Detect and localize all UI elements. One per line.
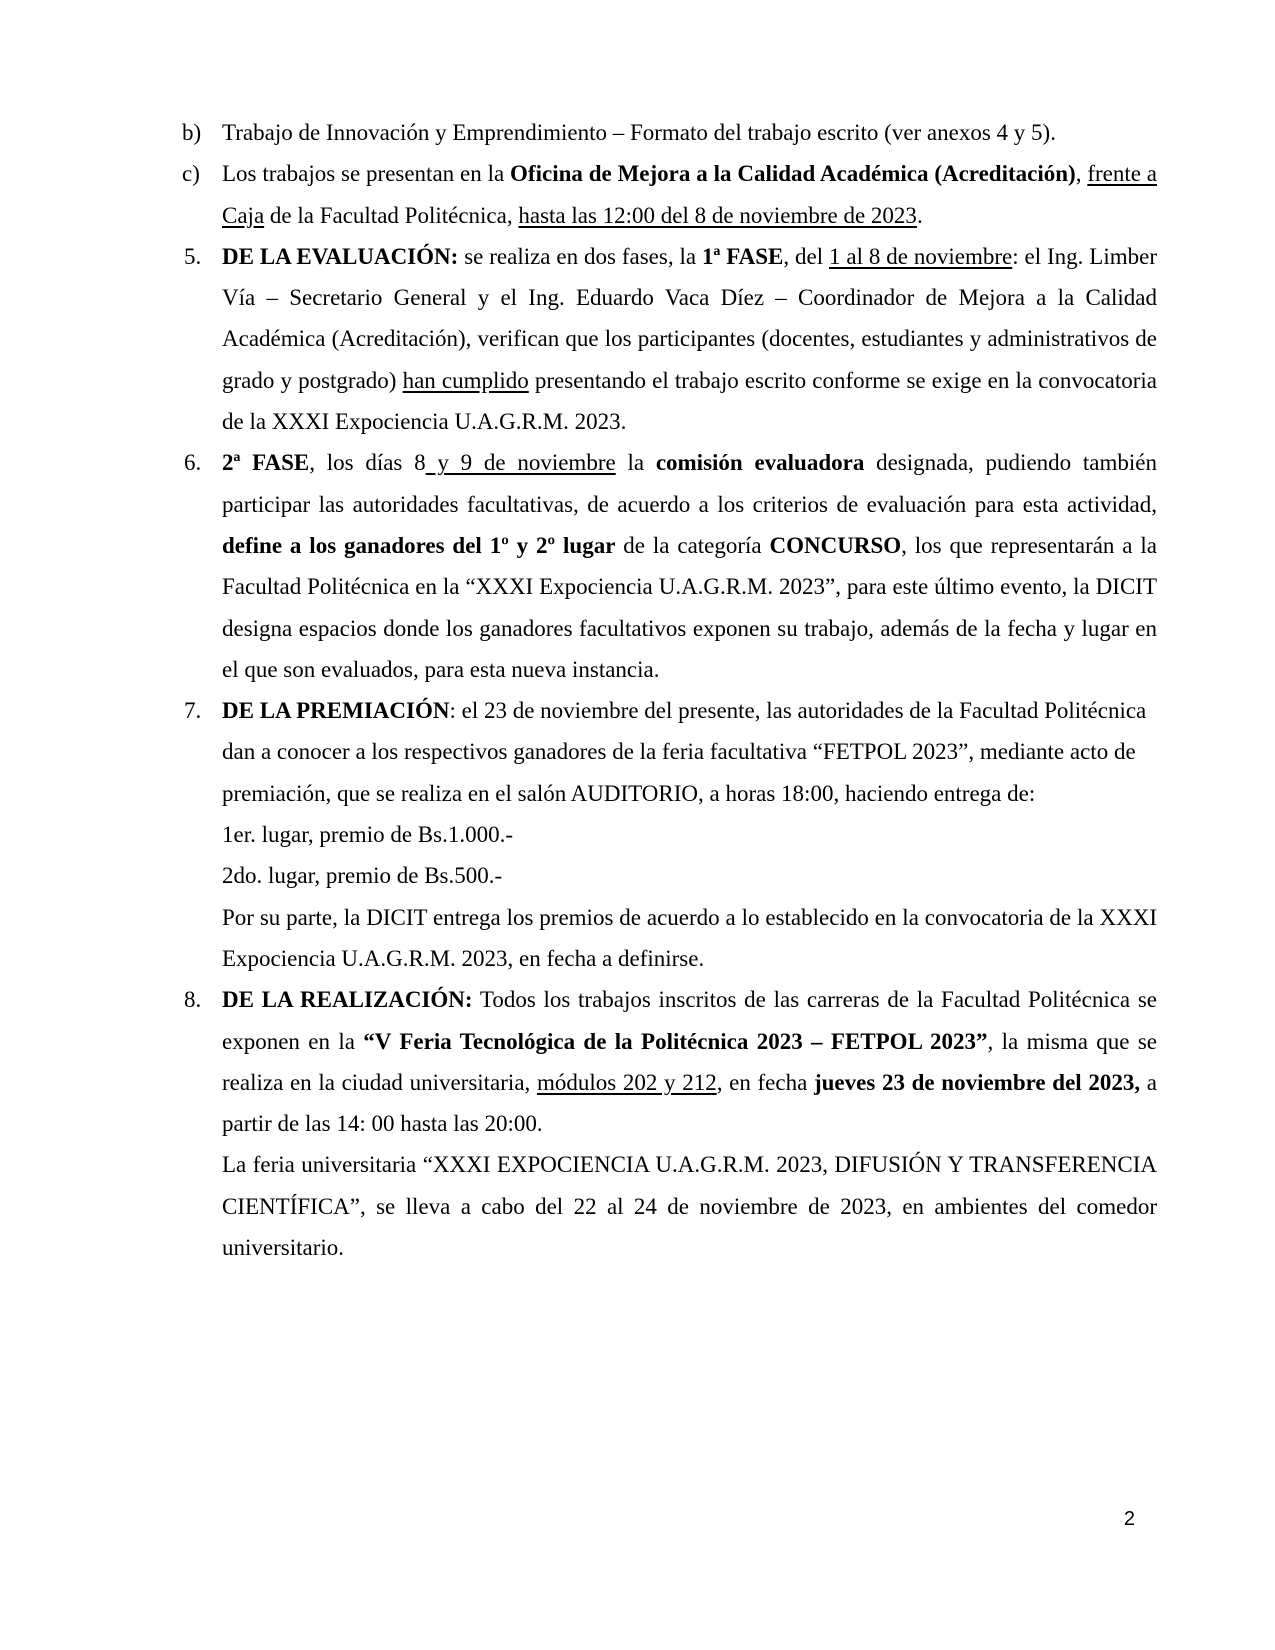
underlined-deadline: hasta las 12:00 del 8 de noviembre de 2023 bbox=[518, 202, 917, 228]
item-text: designada, pudiendo también participar las autoridades facultativas, de acuerdo a los criterios de evaluación para esta actividad, bbox=[222, 450, 1157, 517]
item-text: Trabajo de Innovación y Emprendimiento – Formato del trabajo escrito (ver anexos 4 y 5). bbox=[222, 120, 1056, 145]
underlined-compliance: han cumplido bbox=[402, 367, 529, 393]
list-marker: b) bbox=[182, 120, 202, 145]
list-item-b bbox=[0, 112, 1157, 153]
underlined-modules: módulos 202 y 212 bbox=[536, 1069, 717, 1095]
bold-committee: comisión evaluadora bbox=[655, 450, 865, 476]
list-marker: 7. bbox=[184, 698, 202, 724]
item-text: Todos los trabajos inscritos de las carreras de la Facultad Politécnica se exponen en la bbox=[222, 987, 1158, 1054]
bold-category: CONCURSO bbox=[769, 532, 902, 558]
document-body bbox=[0, 112, 1275, 1268]
item-text: a partir de las 14: 00 hasta las 20:00. bbox=[222, 1069, 1158, 1137]
section-heading-evaluacion: DE LA EVALUACIÓN: bbox=[222, 243, 459, 269]
item-text: , la misma que se realiza en la ciudad universitaria, bbox=[222, 1028, 1157, 1095]
item-text: , en fecha bbox=[716, 1069, 814, 1095]
list-marker: 8. bbox=[184, 987, 202, 1013]
item-text: . bbox=[916, 202, 923, 228]
prize-second: 2do. lugar, premio de Bs.500.- bbox=[222, 863, 503, 889]
item-text: de la categoría bbox=[615, 532, 770, 558]
prize-closing-paragraph: Por su parte, la DICIT entrega los premios de acuerdo a lo establecido en la convocatoria de la XXXI Expociencia U.A.G.R.M. 2023, en fecha a definirse. bbox=[222, 904, 1157, 971]
section-heading-realizacion: DE LA REALIZACIÓN: bbox=[222, 987, 473, 1013]
underlined-dates: y 9 de noviembre bbox=[425, 450, 616, 476]
bold-phase: 2ª FASE bbox=[222, 450, 310, 476]
bold-winners: define a los ganadores del 1º y 2º lugar bbox=[222, 532, 616, 558]
bold-phase: 1ª FASE bbox=[701, 243, 784, 269]
list-marker: c) bbox=[182, 161, 200, 187]
bold-fair-name: “V Feria Tecnológica de la Politécnica 2023 – FETPOL 2023” bbox=[363, 1028, 988, 1054]
item-text: de la Facultad Politécnica, bbox=[264, 202, 519, 228]
list-marker: 6. bbox=[184, 450, 202, 476]
list-item-5 bbox=[0, 236, 1157, 442]
item-text: : el 23 de noviembre del presente, las autoridades de la Facultad Politécnica dan a conocer a los respectivos ganadores de la feria facultativa “FETPOL 2023”, mediante acto de premiación, que se realiza en el salón AUDITORIO, a horas 18:00, haciendo entrega de: bbox=[222, 698, 1147, 806]
underlined-dates: 1 al 8 de noviembre bbox=[828, 243, 1013, 269]
item-text: : el Ing. Limber Vía – Secretario General y el Ing. Eduardo Vaca Díez – Coordinador de Mejora a la Calidad Académica (Acreditación), verifican que los participantes (docentes, estudiantes y administrativos de grado y postgrado) bbox=[222, 243, 1157, 393]
fair-closing-paragraph: La feria universitaria “XXXI EXPOCIENCIA U.A.G.R.M. 2023, DIFUSIÓN Y TRANSFERENCIA CIENTÍFICA”, se lleva a cabo del 22 al 24 de noviembre de 2023, en ambientes del comedor universitario. bbox=[222, 1152, 1157, 1261]
item-text: presentando el trabajo escrito conforme se exige en la convocatoria de la XXXI Expociencia U.A.G.R.M. 2023. bbox=[222, 367, 1157, 435]
prize-first: 1er. lugar, premio de Bs.1.000.- bbox=[222, 822, 513, 848]
list-item-c bbox=[0, 153, 1157, 236]
item-text: , los que representarán a la Facultad Politécnica en la “XXXI Expociencia U.A.G.R.M. 2023”, para este último evento, la DICIT designa espacios donde los ganadores facultativos exponen su trabajo, además de la fecha y lugar en el que son evaluados, para esta nueva instancia. bbox=[222, 532, 1157, 682]
underlined-location: frente a Caja bbox=[222, 161, 1158, 228]
item-text: se realiza en dos fases, la bbox=[458, 243, 702, 269]
list-marker: 5. bbox=[184, 243, 202, 269]
page-number: 2 bbox=[1123, 1508, 1135, 1530]
item-text: , bbox=[1075, 161, 1088, 187]
list-item-6 bbox=[0, 442, 1157, 690]
item-text: , los días 8 bbox=[309, 450, 426, 476]
bold-office-name: Oficina de Mejora a la Calidad Académica (Acreditación) bbox=[510, 161, 1076, 187]
list-item-8 bbox=[0, 979, 1157, 1144]
item-text: , del bbox=[783, 243, 829, 269]
section-heading-premiacion: DE LA PREMIACIÓN bbox=[222, 698, 450, 724]
list-item-7 bbox=[0, 690, 1157, 814]
item-text: la bbox=[615, 450, 656, 476]
item-text: Los trabajos se presentan en la bbox=[222, 161, 511, 187]
bold-event-date: jueves 23 de noviembre del 2023, bbox=[813, 1069, 1141, 1095]
